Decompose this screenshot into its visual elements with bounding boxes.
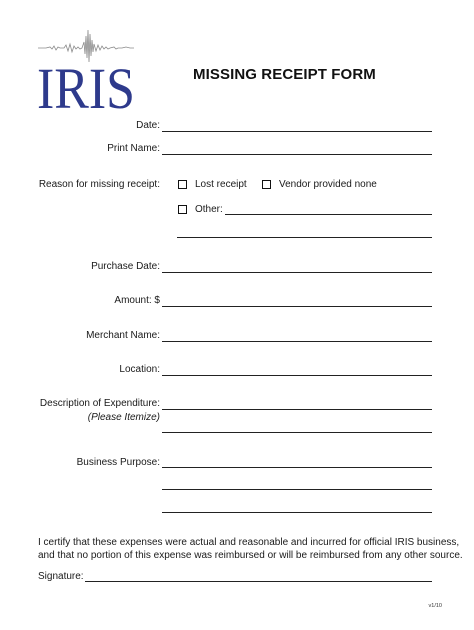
signature-field[interactable] [85, 581, 432, 582]
iris-logo-graphic [36, 28, 136, 112]
certification-line-1: I certify that these expenses were actual and reasonable and incurred for official IRIS business, [38, 537, 460, 548]
business-purpose-field[interactable] [162, 467, 432, 468]
purchase-date-field[interactable] [162, 272, 432, 273]
print-name-field[interactable] [162, 154, 432, 155]
other-label: Other: [195, 204, 223, 215]
reason-label: Reason for missing receipt: [38, 179, 160, 190]
lost-receipt-label: Lost receipt [195, 179, 247, 190]
print-name-label: Print Name: [107, 143, 160, 154]
lost-receipt-checkbox[interactable] [178, 180, 187, 189]
other-checkbox[interactable] [178, 205, 187, 214]
business-purpose-label: Business Purpose: [76, 457, 160, 468]
vendor-provided-none-label: Vendor provided none [279, 179, 377, 190]
merchant-name-field[interactable] [162, 341, 432, 342]
date-label: Date: [136, 120, 160, 131]
vendor-provided-none-checkbox[interactable] [262, 180, 271, 189]
business-purpose-field-3[interactable] [162, 512, 432, 513]
merchant-name-label: Merchant Name: [86, 330, 160, 341]
version-label: v1/10 [428, 603, 442, 609]
location-field[interactable] [162, 375, 432, 376]
description-field[interactable] [162, 409, 432, 410]
certification-statement [38, 536, 463, 562]
other-reason-field-2[interactable] [177, 237, 432, 238]
location-label: Location: [119, 364, 160, 375]
amount-field[interactable] [162, 306, 432, 307]
description-field-2[interactable] [162, 432, 432, 433]
iris-logo [36, 28, 136, 112]
signature-label: Signature: [38, 571, 84, 582]
certification-line-2: and that no portion of this expense was reimbursed or will be reimbursed from any other source. [38, 550, 463, 561]
logo-text: IRIS [37, 56, 135, 112]
description-hint: (Please Itemize) [87, 412, 160, 423]
date-field[interactable] [162, 131, 432, 132]
form-title: MISSING RECEIPT FORM [193, 66, 376, 83]
purchase-date-label: Purchase Date: [91, 261, 160, 272]
other-reason-field[interactable] [225, 214, 432, 215]
amount-label: Amount: $ [114, 295, 160, 306]
description-label: Description of Expenditure: [39, 398, 160, 409]
business-purpose-field-2[interactable] [162, 489, 432, 490]
